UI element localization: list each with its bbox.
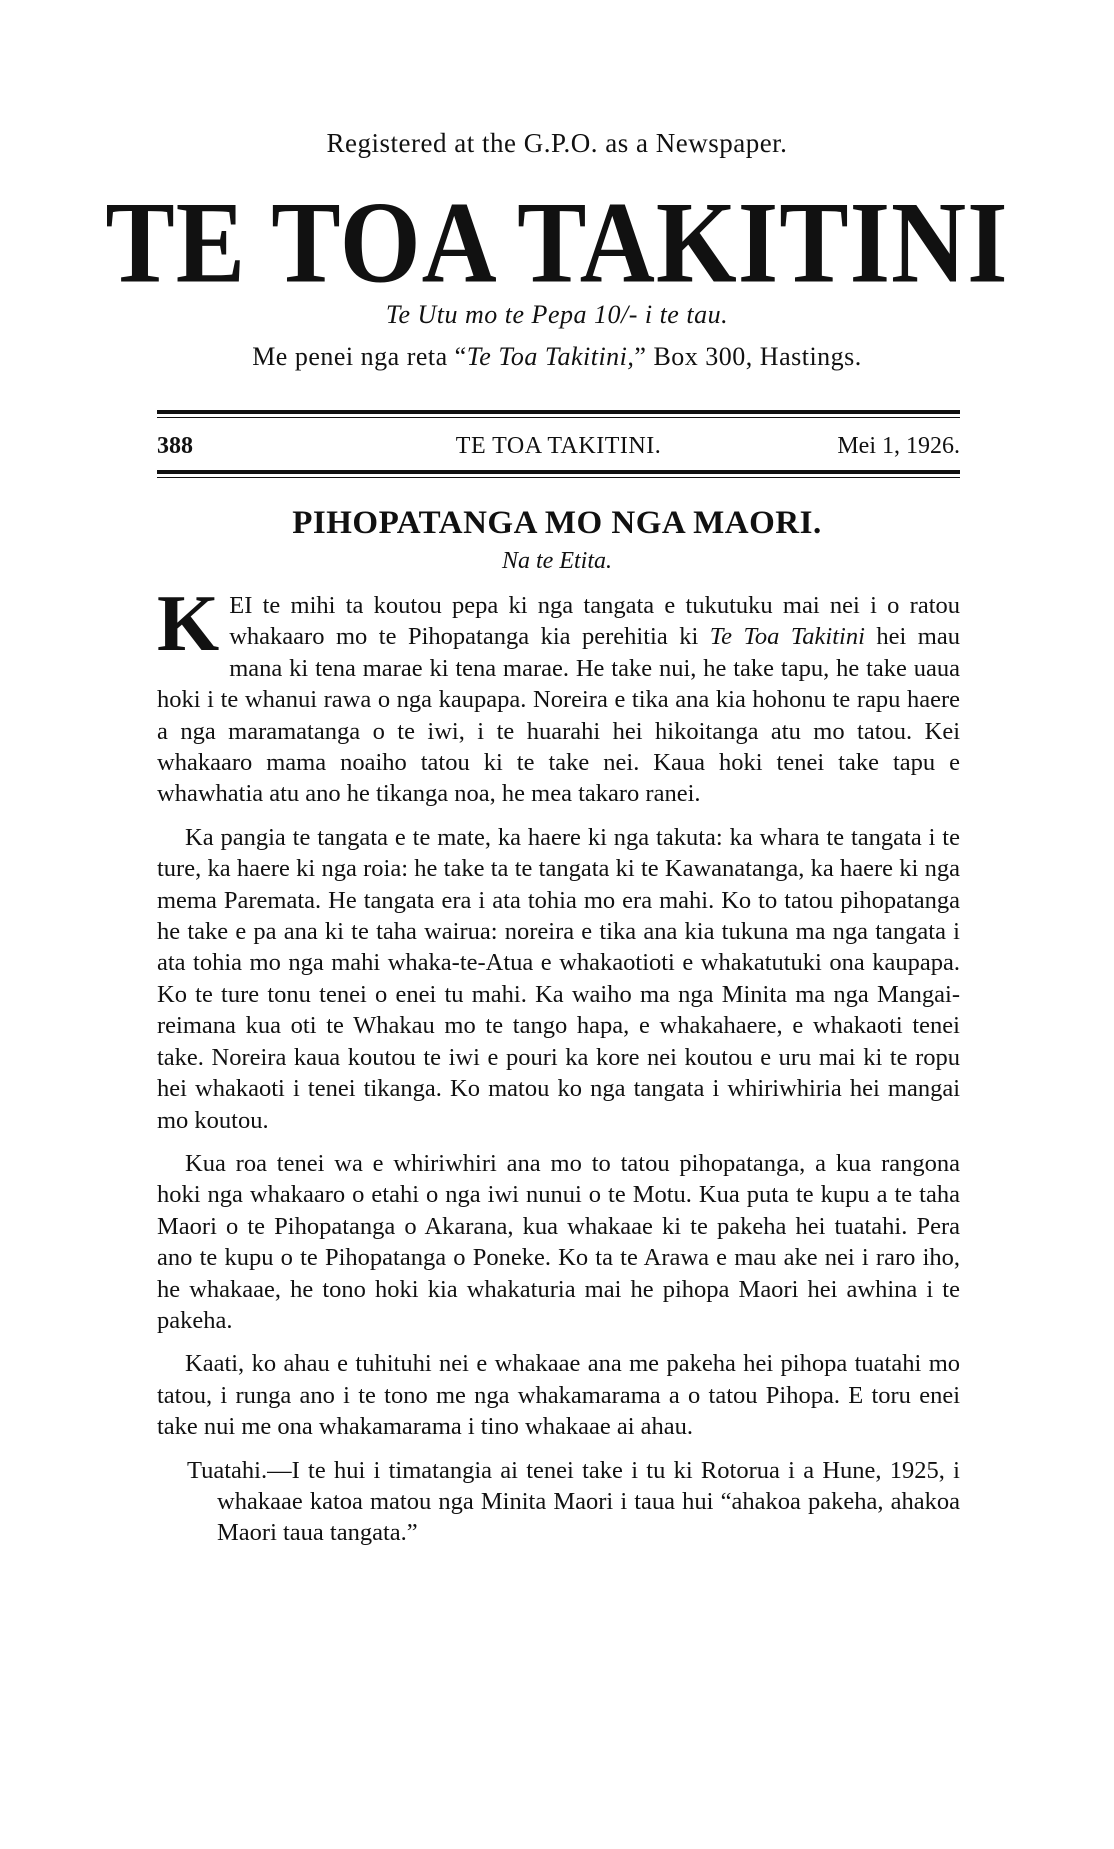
address-prefix: Me penei nga reta “ — [252, 342, 467, 371]
paragraph-1-part-b: hei mau mana ki tena marae ki tena marae. He take nui, he take tapu, he take uaua hoki i te whanui rawa o nga kaupapa. Noreira e tika ana kia hohonu te rapu haere a nga maramatanga o te iwi, i te huarahi hei hikoitanga atu mo tatou. Kei whakaaro mama noaiho tatou ki te take nei. Kaua hoki tenei take tapu e whawhatia atu ano he tikanga noa, he mea takaro ranei. — [157, 623, 960, 808]
article-body — [157, 580, 960, 1561]
masthead-title: TE TOA TAKITINI — [105, 178, 1009, 308]
running-head — [157, 433, 960, 467]
article-title: PIHOPATANGA MO NGA MAORI. — [292, 505, 822, 541]
bottom-rule-thick — [157, 470, 960, 474]
article-byline: Na te Etita. — [502, 548, 612, 574]
paragraph-3: Kua roa tenei wa e whiriwhiri ana mo to tatou pihopatanga, a kua rangona hoki nga whakaaro o etahi o nga iwi nunui o te Motu. Kua puta te kupu a te taha Maori o te Pihopatanga o Akarana, kua whakaae ki te pakeha hei tuatahi. Pera ano te kupu o te Pihopatanga o Poneke. Ko ta te Arawa e mau ake nei i raro iho, he whakaae, he tono hoki kia whakaturia mai he pihopa Maori hei awhina i te pakeha. — [157, 1149, 960, 1334]
drop-cap: K — [157, 580, 220, 668]
paragraph-1 — [157, 580, 960, 810]
paragraph-1-paper-name: Te Toa Takitini — [709, 623, 865, 651]
page-number: 388 — [157, 433, 193, 459]
paragraph-1-part-a: EI te mihi ta koutou pepa ki nga tangata e tukutuku mai nei i o ratou whakaaro mo te Pihopatanga kia perehitia ki — [229, 592, 960, 651]
paragraph-4: Kaati, ko ahau e tuhituhi nei e whakaae ana me pakeha hei pihopa tuatahi mo tatou, i runga ano i te tono me nga whakamarama a o tatou Pihopa. E toru enei take nui me ona whakamarama i tino whakaae ai ahau. — [157, 1350, 960, 1441]
list-item-first — [157, 1455, 960, 1549]
bottom-rule-thin — [157, 477, 960, 478]
running-head-title: TE TOA TAKITINI. — [455, 433, 662, 459]
top-rule-thin — [157, 417, 960, 418]
subscription-line: Te Utu mo te Pepa 10/- i te tau. — [385, 300, 729, 329]
address-line — [0, 342, 1114, 372]
list-item-text: —I te hui i timatangia ai tenei take i tu ki Rotorua i a Hune, 1925, i whakaae katoa matou nga Minita Maori i taua hui “ahakoa pakeha, ahakoa Maori taua tangata.” — [217, 1456, 960, 1547]
paragraph-2: Ka pangia te tangata e te mate, ka haere ki nga takuta: ka whara te tangata i te ture, ka haere ki nga roia: he take ta te tangata ki te Kawanatanga, ka haere ki nga mema Paremata. He tangata era i ata tohia mo era mahi. Ko to tatou pihopatanga he take e pa ana ki te taha wairua: noreira e tika ana kia tukuna ma nga tangata i ata tohia mo nga mahi whaka-te-Atua e whakaotioti e whakatutuki ona kaupapa. Ko te ture tonu tenei o enei tu mahi. Ka waiho ma nga Minita ma nga Mangai-reimana kua oti te Whakau mo te tango hapa, e whakahaere, e whakaoti tenei take. Noreira kaua koutou te iwi e pouri ka kore nei koutou e uru mai ki te ropu hei whakaoti i tenei tikanga. Ko matou ko nga tangata i whiriwhiria hei mangai mo koutou. — [157, 823, 960, 1134]
address-paper-name: Te Toa Takitini, — [466, 342, 635, 371]
list-item-label: Tuatahi. — [187, 1456, 268, 1484]
registration-notice: Registered at the G.P.O. as a Newspaper. — [326, 128, 788, 158]
top-rule-thick — [157, 410, 960, 414]
issue-date: Mei 1, 1926. — [837, 433, 960, 459]
address-suffix: ” Box 300, Hastings. — [634, 342, 862, 371]
